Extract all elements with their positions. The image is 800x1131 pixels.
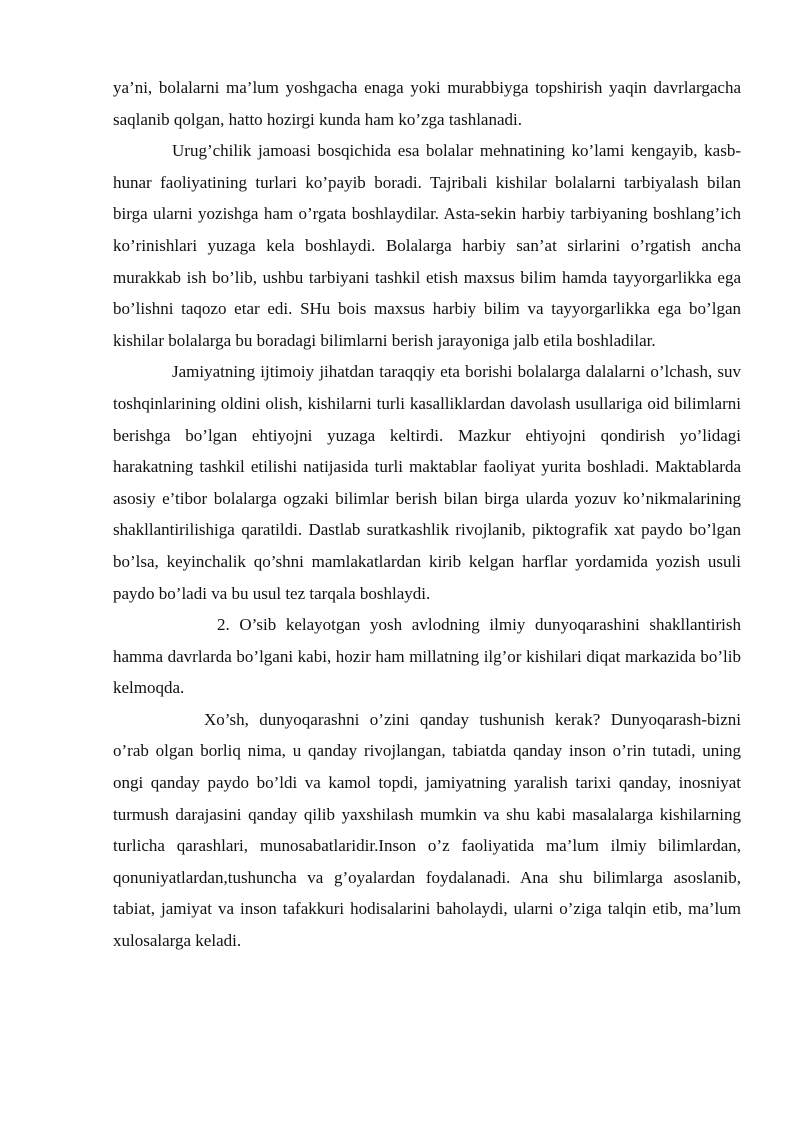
paragraph-worldview: Xo’sh, dunyoqarashni o’zini qanday tushunish kerak? Dunyoqarash-bizni o’rab olgan borliq nima, u qanday rivojlangan, tabiatda qanday inson o’rin tutadi, uning ongi qanday paydo bo’ldi va kamol topdi, jamiyatning yaralish tarixi qanday, inosniyat turmush darajasini qanday qilib yaxshilash mumkin va shu kabi masalalarga kishilarning turlicha qarashlari, munosabatlaridir.Inson o’z faoliyatida ma’lum ilmiy bilimlardan, qonuniyatlardan,tushuncha va g’oyalardan foydalanadi. Ana shu bilimlarga asoslanib, tabiat, jamiyat va inson tafakkuri hodisalarini baholaydi, ularni o’ziga talqin etib, ma’lum xulosalarga keladi. bbox=[113, 709, 741, 951]
paragraph-society-development: Jamiyatning ijtimoiy jihatdan taraqqiy eta borishi bolalarga dalalarni o’lchash, suv toshqinlarining oldini olish, kishilarni turli kasalliklardan davolash usullariga oid bilimlarni berishga bo’lgan ehtiyojni yuzaga keltirdi. Mazkur ehtiyojni qondirish yo’lidagi harakatning tashkil etilishi natijasida turli maktablar faoliyat yurita boshladi. Maktablarda asosiy e’tibor bolalarga ogzaki bilimlar berish bilan birga ularda yozuv ko’nikmalarining shakllantirilishiga qaratildi. Dastlab suratkashlik rivojlanib, piktografik xat paydo bo’lgan bo’lsa, keyinchalik qo’shni mamlakatlardan kirib kelgan harflar yordamida yozish usuli paydo bo’ladi va bu usul tez tarqala boshlaydi. bbox=[113, 362, 741, 603]
paragraph-clan-community: Urug’chilik jamoasi bosqichida esa bolalar mehnatining ko’lami kengayib, kasb-hunar faoliyatining turlari ko’payib boradi. Tajribali kishilar bolalarni tarbiyalash bilan birga ularni yozishga ham o’rgata boshlaydilar. Asta-sekin harbiy tarbiyaning boshlang’ich ko’rinishlari yuzaga kela boshlaydi. Bolalarga harbiy san’at sirlarini o’rgatish ancha murakkab ish bo’lib, ushbu tarbiyani tashkil etish maxsus bilim hamda tayyorgarlikka ega bo’lishni taqozo etar edi. SHu bois maxsus harbiy bilim va tayyorgarlikka ega bo’lgan kishilar bolalarga bu boradagi bilimlarni berish jarayoniga jalb etila boshladilar. bbox=[113, 141, 741, 350]
paragraph-section-2: 2. O’sib kelayotgan yosh avlodning ilmiy dunyoqarashini shakllantirish hamma davrlarda bo’lgani kabi, hozir ham millatning ilg’or kishilari diqat markazida bo’lib kelmoqda. bbox=[113, 615, 741, 698]
paragraph-continuation: ya’ni, bolalarni ma’lum yoshgacha enaga yoki murabbiyga topshirish yaqin davrlargacha saqlanib qolgan, hatto hozirgi kunda ham ko’zga tashlanadi. bbox=[113, 78, 741, 129]
document-page bbox=[113, 72, 741, 957]
